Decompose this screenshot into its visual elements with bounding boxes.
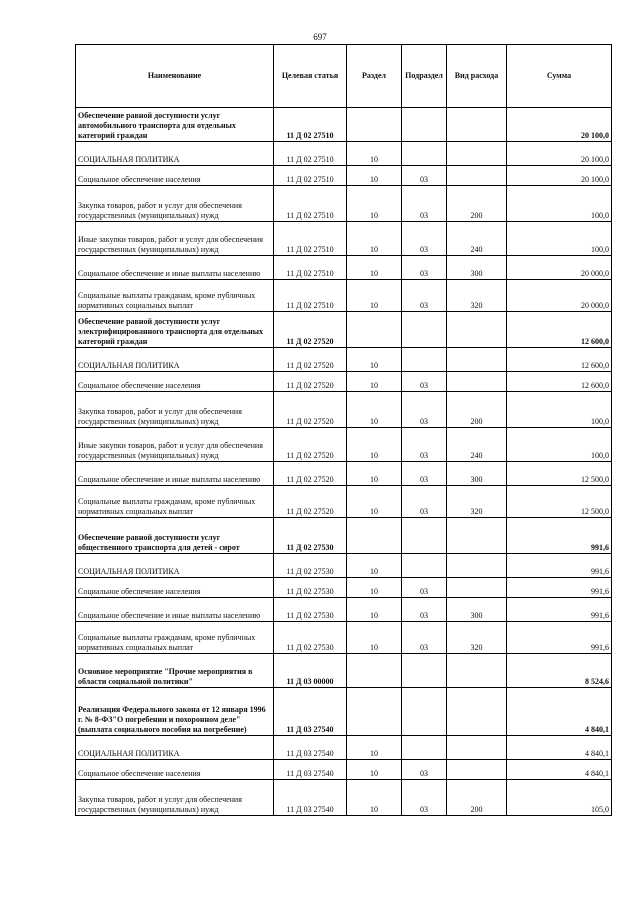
cell-sum: 105,0 <box>507 780 612 816</box>
cell-vid: 300 <box>447 256 507 280</box>
cell-code: 11 Д 02 27510 <box>274 166 347 186</box>
cell-code: 11 Д 02 27510 <box>274 142 347 166</box>
table-row <box>76 554 612 578</box>
cell-code: 11 Д 02 27530 <box>274 518 347 554</box>
cell-podrazdel: 03 <box>402 578 447 598</box>
cell-code: 11 Д 02 27530 <box>274 554 347 578</box>
table-row <box>76 186 612 222</box>
cell-sum: 12 600,0 <box>507 348 612 372</box>
cell-code: 11 Д 02 27510 <box>274 186 347 222</box>
cell-vid <box>447 142 507 166</box>
cell-sum: 991,6 <box>507 518 612 554</box>
table-row <box>76 578 612 598</box>
cell-podrazdel: 03 <box>402 166 447 186</box>
cell-name: Социальное обеспечение населения <box>76 372 274 392</box>
cell-code: 11 Д 02 27520 <box>274 372 347 392</box>
cell-name: Иные закупки товаров, работ и услуг для обеспечения государственных (муниципальных) нужд <box>76 428 274 462</box>
cell-sum: 991,6 <box>507 622 612 654</box>
cell-code: 11 Д 03 27540 <box>274 760 347 780</box>
cell-podrazdel: 03 <box>402 222 447 256</box>
cell-code: 11 Д 02 27520 <box>274 462 347 486</box>
cell-podrazdel: 03 <box>402 598 447 622</box>
header-name: Наименование <box>76 45 274 108</box>
cell-podrazdel <box>402 312 447 348</box>
cell-vid: 300 <box>447 462 507 486</box>
cell-razdel: 10 <box>347 622 402 654</box>
cell-sum: 20 000,0 <box>507 280 612 312</box>
cell-name: Социальное обеспечение и иные выплаты населению <box>76 598 274 622</box>
cell-vid: 200 <box>447 780 507 816</box>
cell-vid <box>447 688 507 736</box>
cell-code: 11 Д 02 27530 <box>274 598 347 622</box>
cell-name: Социальное обеспечение и иные выплаты населению <box>76 462 274 486</box>
cell-razdel: 10 <box>347 186 402 222</box>
cell-razdel: 10 <box>347 554 402 578</box>
table-row <box>76 736 612 760</box>
table-row <box>76 166 612 186</box>
cell-vid: 320 <box>447 622 507 654</box>
table-row <box>76 108 612 142</box>
cell-vid: 240 <box>447 222 507 256</box>
table-row <box>76 312 612 348</box>
cell-name: Обеспечение равной доступности услуг общественного транспорта для детей - сирот <box>76 518 274 554</box>
table-row <box>76 392 612 428</box>
cell-code: 11 Д 02 27520 <box>274 392 347 428</box>
table-row <box>76 760 612 780</box>
cell-vid <box>447 372 507 392</box>
cell-vid <box>447 166 507 186</box>
cell-sum: 8 524,6 <box>507 654 612 688</box>
cell-code: 11 Д 02 27510 <box>274 256 347 280</box>
cell-vid <box>447 348 507 372</box>
cell-podrazdel: 03 <box>402 760 447 780</box>
cell-razdel: 10 <box>347 166 402 186</box>
cell-sum: 12 600,0 <box>507 372 612 392</box>
cell-podrazdel: 03 <box>402 486 447 518</box>
cell-code: 11 Д 03 00000 <box>274 654 347 688</box>
cell-vid <box>447 554 507 578</box>
table-header-row <box>76 45 612 108</box>
cell-vid: 200 <box>447 186 507 222</box>
header-code: Целевая статья <box>274 45 347 108</box>
cell-razdel: 10 <box>347 736 402 760</box>
table-row <box>76 372 612 392</box>
table-row <box>76 256 612 280</box>
cell-code: 11 Д 02 27530 <box>274 578 347 598</box>
cell-sum: 4 840,1 <box>507 760 612 780</box>
cell-vid: 240 <box>447 428 507 462</box>
cell-code: 11 Д 03 27540 <box>274 736 347 760</box>
cell-razdel <box>347 518 402 554</box>
cell-vid <box>447 518 507 554</box>
cell-vid <box>447 108 507 142</box>
cell-name: Реализация Федерального закона от 12 января 1996 г. № 8-ФЗ"О погребении и похоронном деле" (выплата социального пособия на погребение) <box>76 688 274 736</box>
cell-sum: 12 600,0 <box>507 312 612 348</box>
table-row <box>76 780 612 816</box>
cell-sum: 4 840,1 <box>507 688 612 736</box>
table-row <box>76 462 612 486</box>
cell-razdel <box>347 688 402 736</box>
table-row <box>76 654 612 688</box>
table-row <box>76 142 612 166</box>
cell-code: 11 Д 02 27510 <box>274 280 347 312</box>
table-row <box>76 622 612 654</box>
cell-sum: 12 500,0 <box>507 486 612 518</box>
cell-vid <box>447 654 507 688</box>
cell-name: Закупка товаров, работ и услуг для обеспечения государственных (муниципальных) нужд <box>76 186 274 222</box>
cell-code: 11 Д 03 27540 <box>274 688 347 736</box>
cell-name: СОЦИАЛЬНАЯ ПОЛИТИКА <box>76 142 274 166</box>
cell-name: Социальное обеспечение населения <box>76 578 274 598</box>
cell-podrazdel: 03 <box>402 428 447 462</box>
budget-table <box>75 44 612 816</box>
cell-podrazdel <box>402 654 447 688</box>
cell-podrazdel <box>402 142 447 166</box>
table-row <box>76 688 612 736</box>
cell-razdel: 10 <box>347 372 402 392</box>
cell-vid: 320 <box>447 486 507 518</box>
page-number: 697 <box>313 32 327 42</box>
cell-podrazdel: 03 <box>402 780 447 816</box>
cell-code: 11 Д 02 27510 <box>274 222 347 256</box>
cell-code: 11 Д 02 27520 <box>274 428 347 462</box>
cell-sum: 4 840,1 <box>507 736 612 760</box>
cell-code: 11 Д 02 27520 <box>274 312 347 348</box>
cell-sum: 991,6 <box>507 554 612 578</box>
cell-vid: 200 <box>447 392 507 428</box>
cell-sum: 12 500,0 <box>507 462 612 486</box>
cell-sum: 100,0 <box>507 186 612 222</box>
table-row <box>76 280 612 312</box>
table-body <box>76 108 612 816</box>
cell-podrazdel: 03 <box>402 622 447 654</box>
cell-podrazdel: 03 <box>402 256 447 280</box>
cell-code: 11 Д 03 27540 <box>274 780 347 816</box>
cell-code: 11 Д 02 27510 <box>274 108 347 142</box>
cell-vid <box>447 578 507 598</box>
cell-name: Социальное обеспечение населения <box>76 760 274 780</box>
table-row <box>76 348 612 372</box>
header-sum: Сумма <box>507 45 612 108</box>
cell-podrazdel <box>402 688 447 736</box>
cell-name: СОЦИАЛЬНАЯ ПОЛИТИКА <box>76 736 274 760</box>
cell-vid: 300 <box>447 598 507 622</box>
cell-razdel: 10 <box>347 578 402 598</box>
cell-code: 11 Д 02 27520 <box>274 486 347 518</box>
cell-name: Социальные выплаты гражданам, кроме публичных нормативных социальных выплат <box>76 280 274 312</box>
table-row <box>76 598 612 622</box>
cell-sum: 991,6 <box>507 598 612 622</box>
cell-sum: 100,0 <box>507 222 612 256</box>
cell-code: 11 Д 02 27530 <box>274 622 347 654</box>
cell-razdel: 10 <box>347 598 402 622</box>
cell-razdel: 10 <box>347 486 402 518</box>
cell-name: Обеспечение равной доступности услуг электрифицированного транспорта для отдельных категорий граждан <box>76 312 274 348</box>
cell-podrazdel <box>402 736 447 760</box>
cell-razdel: 10 <box>347 780 402 816</box>
cell-name: СОЦИАЛЬНАЯ ПОЛИТИКА <box>76 554 274 578</box>
table-row <box>76 428 612 462</box>
cell-code: 11 Д 02 27520 <box>274 348 347 372</box>
cell-sum: 20 100,0 <box>507 108 612 142</box>
cell-razdel: 10 <box>347 392 402 428</box>
cell-name: Закупка товаров, работ и услуг для обеспечения государственных (муниципальных) нужд <box>76 392 274 428</box>
cell-razdel: 10 <box>347 428 402 462</box>
cell-sum: 100,0 <box>507 392 612 428</box>
cell-razdel: 10 <box>347 760 402 780</box>
table-row <box>76 518 612 554</box>
cell-razdel: 10 <box>347 348 402 372</box>
cell-razdel: 10 <box>347 280 402 312</box>
cell-sum: 20 100,0 <box>507 166 612 186</box>
header-vid: Вид расхода <box>447 45 507 108</box>
cell-razdel: 10 <box>347 142 402 166</box>
cell-podrazdel: 03 <box>402 462 447 486</box>
cell-sum: 100,0 <box>507 428 612 462</box>
cell-vid: 320 <box>447 280 507 312</box>
cell-podrazdel <box>402 348 447 372</box>
cell-razdel: 10 <box>347 222 402 256</box>
cell-razdel: 10 <box>347 256 402 280</box>
cell-razdel: 10 <box>347 462 402 486</box>
table-row <box>76 486 612 518</box>
header-razdel: Раздел <box>347 45 402 108</box>
cell-vid <box>447 736 507 760</box>
cell-podrazdel <box>402 108 447 142</box>
cell-name: Социальные выплаты гражданам, кроме публичных нормативных социальных выплат <box>76 486 274 518</box>
cell-razdel <box>347 108 402 142</box>
cell-sum: 20 100,0 <box>507 142 612 166</box>
cell-razdel <box>347 312 402 348</box>
cell-razdel <box>347 654 402 688</box>
cell-name: Социальные выплаты гражданам, кроме публичных нормативных социальных выплат <box>76 622 274 654</box>
cell-sum: 20 000,0 <box>507 256 612 280</box>
cell-name: СОЦИАЛЬНАЯ ПОЛИТИКА <box>76 348 274 372</box>
header-podrazdel: Подраздел <box>402 45 447 108</box>
cell-podrazdel: 03 <box>402 392 447 428</box>
cell-sum: 991,6 <box>507 578 612 598</box>
cell-podrazdel: 03 <box>402 280 447 312</box>
cell-vid <box>447 760 507 780</box>
cell-name: Обеспечение равной доступности услуг автомобильного транспорта для отдельных категорий граждан <box>76 108 274 142</box>
cell-podrazdel: 03 <box>402 372 447 392</box>
cell-name: Закупка товаров, работ и услуг для обеспечения государственных (муниципальных) нужд <box>76 780 274 816</box>
cell-podrazdel <box>402 554 447 578</box>
cell-name: Социальное обеспечение и иные выплаты населению <box>76 256 274 280</box>
cell-podrazdel <box>402 518 447 554</box>
cell-podrazdel: 03 <box>402 186 447 222</box>
table-row <box>76 222 612 256</box>
cell-name: Иные закупки товаров, работ и услуг для обеспечения государственных (муниципальных) нужд <box>76 222 274 256</box>
cell-vid <box>447 312 507 348</box>
cell-name: Социальное обеспечение населения <box>76 166 274 186</box>
cell-name: Основное мероприятие "Прочие мероприятия в области социальной политики" <box>76 654 274 688</box>
